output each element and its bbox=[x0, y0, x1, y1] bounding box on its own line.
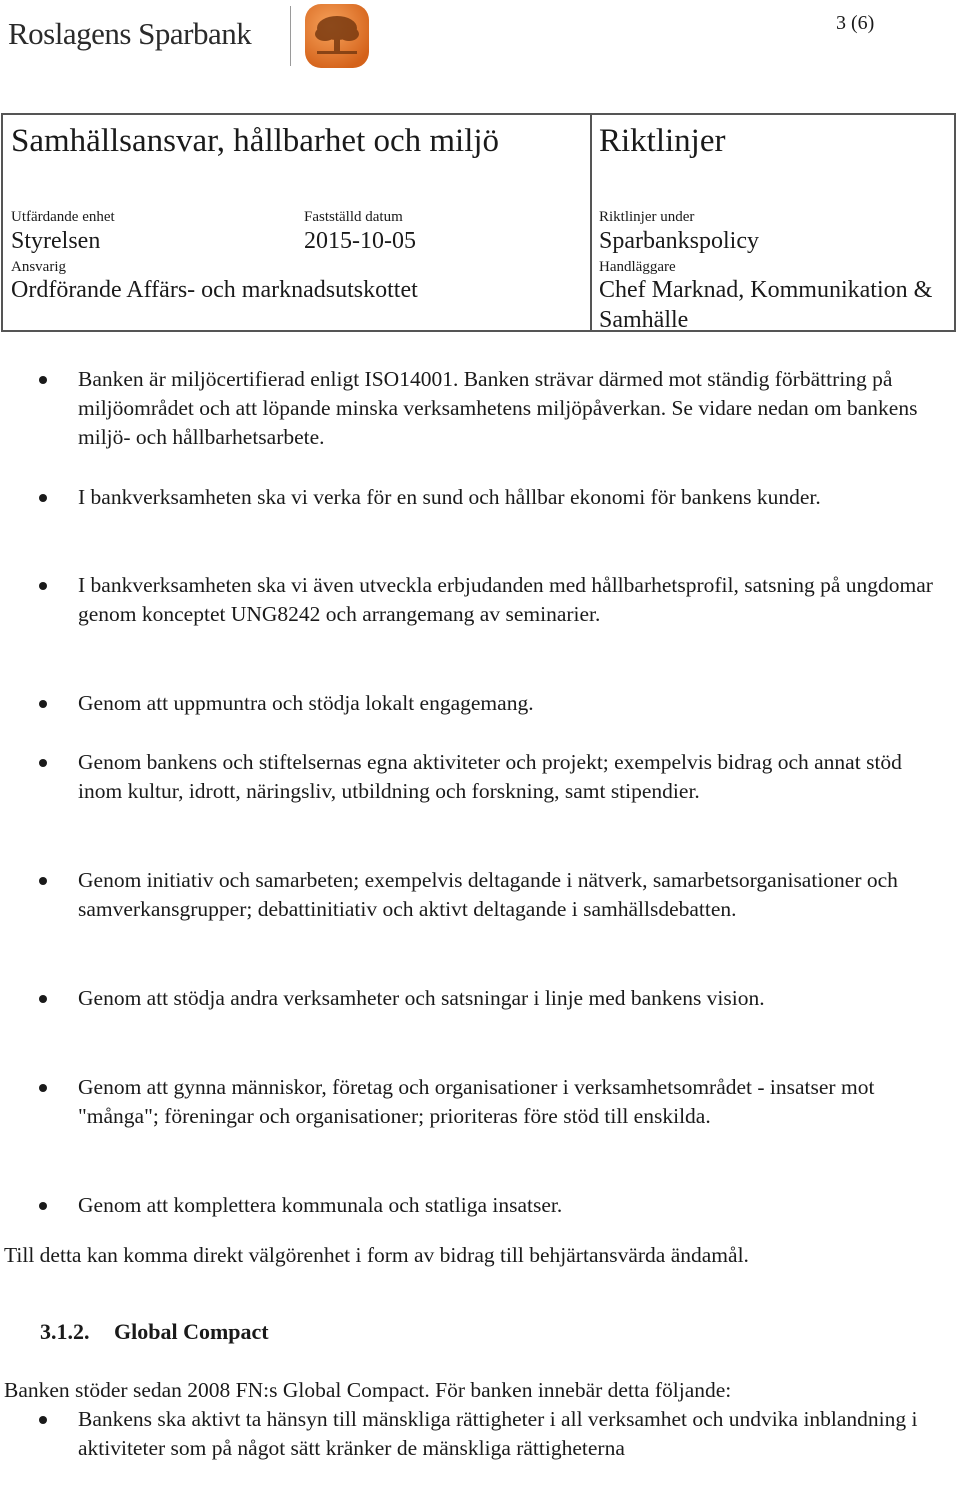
list-item: Bankens ska aktivt ta hänsyn till mänskliga rättigheter i all verksamhet och undvika inblandning i aktiviteter som på något sätt kränker de mänskliga rättigheterna bbox=[78, 1405, 938, 1463]
policy-value: Sparbankspolicy bbox=[599, 228, 759, 254]
list-item: Genom att stödja andra verksamheter och satsningar i linje med bankens vision. bbox=[78, 984, 938, 1013]
list-item: I bankverksamheten ska vi verka för en sund och hållbar ekonomi för bankens kunder. bbox=[78, 483, 938, 512]
section-intro: Banken stöder sedan 2008 FN:s Global Compact. För banken innebär detta följande: bbox=[4, 1378, 732, 1402]
handler-label: Handläggare bbox=[599, 259, 676, 275]
table-divider bbox=[590, 115, 592, 330]
oak-tree-icon bbox=[305, 4, 369, 68]
section-heading bbox=[40, 1319, 269, 1345]
list-item: Genom initiativ och samarbeten; exempelvis deltagande i nätverk, samarbetsorganisationer och samverkansgrupper; debattinitiativ och aktivt deltagande i samhällsdebatten. bbox=[78, 866, 938, 924]
list-item: Genom bankens och stiftelsernas egna aktiviteter och projekt; exempelvis bidrag och annat stöd inom kultur, idrott, näringsliv, utbildning och forskning, samt stipendier. bbox=[78, 748, 938, 806]
bullet-dot bbox=[39, 1416, 47, 1424]
bank-logo bbox=[8, 0, 368, 72]
page-number: 3 (6) bbox=[836, 12, 875, 34]
section-title: Global Compact bbox=[114, 1319, 269, 1344]
bullet-dot bbox=[39, 376, 47, 384]
list-item: Genom att gynna människor, företag och organisationer i verksamhetsområdet - insatser mot "många"; föreningar och organisationer; prioriteras före stöd till enskilda. bbox=[78, 1073, 938, 1131]
bullet-dot bbox=[39, 1084, 47, 1092]
bullet-dot bbox=[39, 700, 47, 708]
policy-label: Riktlinjer under bbox=[599, 209, 695, 225]
list-item: Genom att uppmuntra och stödja lokalt engagemang. bbox=[78, 689, 938, 718]
logo-text: Roslagens Sparbank bbox=[8, 16, 252, 51]
list-item: Banken är miljöcertifierad enligt ISO14001. Banken strävar därmed mot ständig förbättring på miljöområdet och att löpande minska verksamhetens miljöpåverkan. Se vidare nedan om bankens miljö- och hållbarhetsarbete. bbox=[78, 365, 938, 452]
responsible-label: Ansvarig bbox=[11, 259, 66, 275]
handler-value: Chef Marknad, Kommunikation & Samhälle bbox=[599, 277, 933, 333]
bullet-dot bbox=[39, 877, 47, 885]
list-item: Genom att komplettera kommunala och statliga insatser. bbox=[78, 1191, 938, 1220]
date-label: Fastställd datum bbox=[304, 209, 403, 225]
logo-divider bbox=[290, 6, 291, 66]
section-number: 3.1.2. bbox=[40, 1319, 90, 1344]
issuer-value: Styrelsen bbox=[11, 228, 101, 254]
document-title: Samhällsansvar, hållbarhet och miljö bbox=[11, 123, 500, 159]
issuer-label: Utfärdande enhet bbox=[11, 209, 115, 225]
document-type: Riktlinjer bbox=[599, 123, 726, 159]
bullet-dot bbox=[39, 1202, 47, 1210]
bullet-dot bbox=[39, 582, 47, 590]
responsible-value: Ordförande Affärs- och marknadsutskottet bbox=[11, 277, 418, 303]
date-value: 2015-10-05 bbox=[304, 228, 416, 254]
closing-paragraph: Till detta kan komma direkt välgörenhet i form av bidrag till behjärtansvärda ändamål. bbox=[4, 1243, 749, 1267]
list-item: I bankverksamheten ska vi även utveckla erbjudanden med hållbarhetsprofil, satsning på ungdomar genom konceptet UNG8242 och arrangemang av seminarier. bbox=[78, 571, 938, 629]
document-header-table bbox=[1, 113, 956, 332]
bullet-dot bbox=[39, 494, 47, 502]
bullet-dot bbox=[39, 995, 47, 1003]
bullet-dot bbox=[39, 759, 47, 767]
